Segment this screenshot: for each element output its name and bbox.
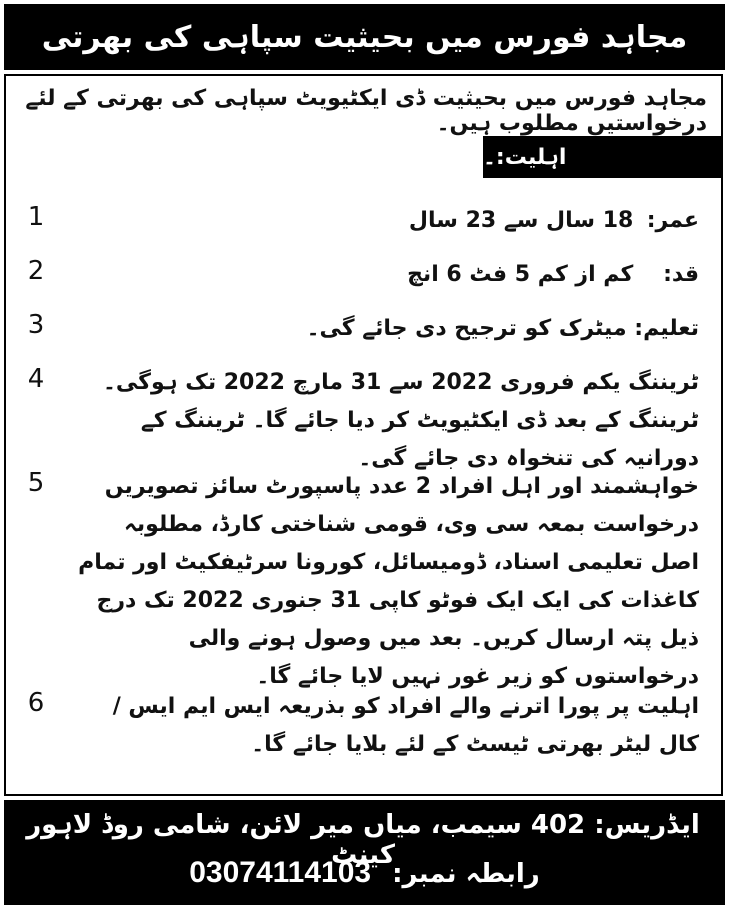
item-text <box>69 256 699 294</box>
item-number: 1 <box>27 202 45 232</box>
item-text <box>69 202 699 240</box>
item-label: عمر: <box>646 208 699 233</box>
address: ایڈریس: 402 سیمب، میاں میر لائن، شامی روڈ لاہور کینٹ <box>26 810 700 870</box>
page-title: مجاہد فورس میں بحیثیت سپاہی کی بھرتی <box>41 19 688 55</box>
item-text: خواہشمند اور اہل افراد 2 عدد پاسپورٹ سائز تصویریں درخواست بمعہ سی وی، قومی شناختی کارڈ، مطلوبہ اصل تعلیمی اسناد، ڈومیسائل، کورونا سرٹیفکیٹ اور تمام کاغذات کی ایک ایک فوٹو کاپی 31 جنوری 2022 تک درج ذیل پتہ ارسال کریں۔ بعد میں وصول ہونے والی درخواستوں کو زیر غور نہیں لایا جائے گا۔ <box>78 474 699 689</box>
footer <box>4 800 725 905</box>
item-label: تعلیم: <box>634 316 699 341</box>
item-number: 3 <box>27 310 45 340</box>
contact <box>4 856 725 890</box>
eligibility-heading-text: اہلیت:۔ <box>483 144 567 170</box>
item-value: کم از کم 5 فٹ 6 انچ <box>407 262 634 287</box>
eligibility-heading <box>483 136 721 178</box>
item-value: 18 سال سے 23 سال <box>408 208 634 233</box>
contact-label: رابطہ نمبر: <box>392 859 540 889</box>
item-text <box>69 310 699 348</box>
item-number: 5 <box>27 468 45 498</box>
title-bar <box>4 4 725 70</box>
item-number: 4 <box>27 364 45 394</box>
item-text: ٹریننگ یکم فروری 2022 سے 31 مارچ 2022 تک ہوگی۔ ٹریننگ کے بعد ڈی ایکٹیویٹ کر دیا جائے گا۔ ٹریننگ کے دورانیہ کی تنخواہ دی جائے گی۔ <box>103 370 699 471</box>
item-text: اہلیت پر پورا اترنے والے افراد کو بذریعہ ایس ایم ایس / کال لیٹر بھرتی ٹیسٹ کے لئے بلایا جائے گا۔ <box>112 694 699 757</box>
intro-text: مجاہد فورس میں بحیثیت ڈی ایکٹیویٹ سپاہی کی بھرتی کے لئے درخواستیں مطلوب ہیں۔ <box>25 86 707 136</box>
item-value: میٹرک کو ترجیح دی جائے گی۔ <box>306 316 627 341</box>
item-label: قد: <box>663 262 699 287</box>
item-number: 2 <box>27 256 45 286</box>
contact-number: 03074114103 <box>189 856 372 889</box>
content-panel <box>4 74 723 796</box>
item-number: 6 <box>27 688 45 718</box>
